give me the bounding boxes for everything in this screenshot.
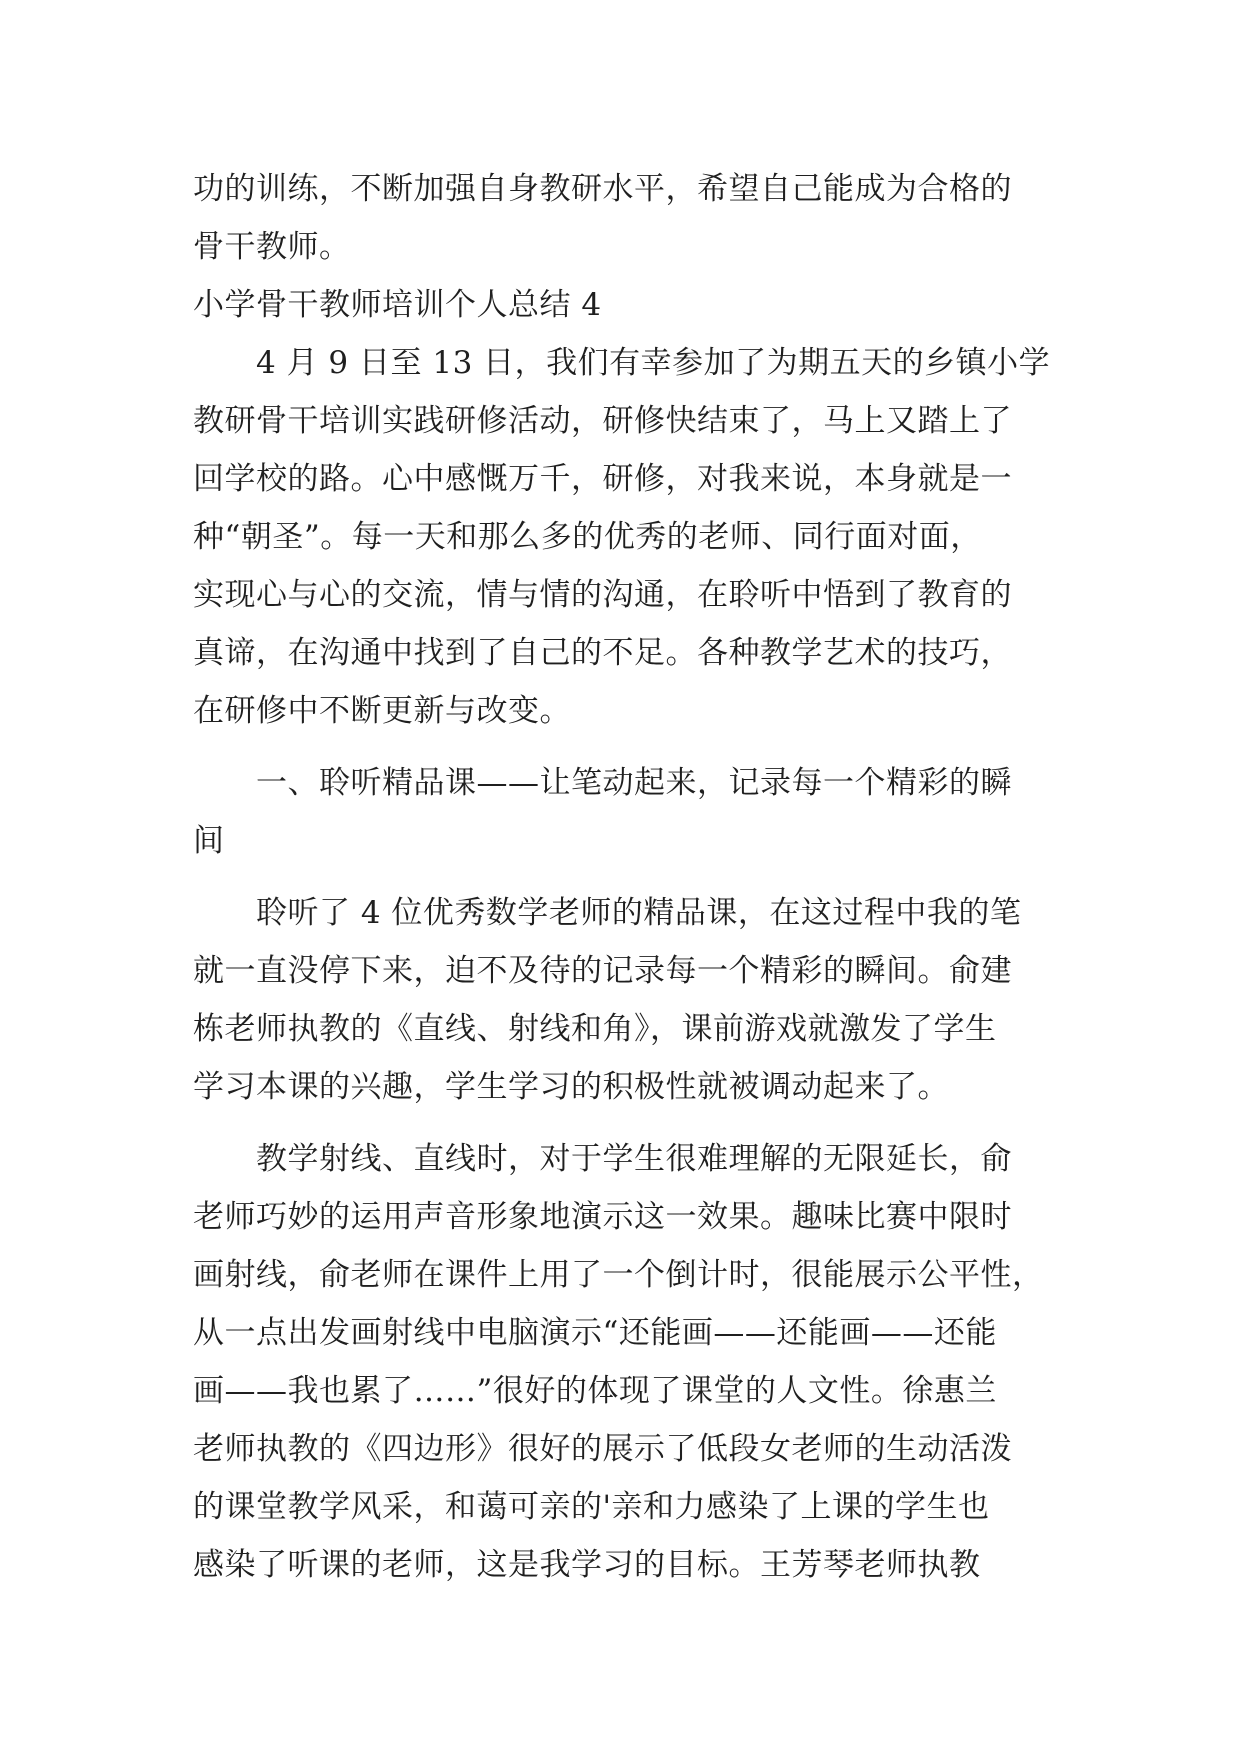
text-line: 真谛，在沟通中找到了自己的不足。各种教学艺术的技巧，	[193, 635, 1012, 671]
paragraph-gap	[193, 740, 1053, 754]
text-line: 感染了听课的老师，这是我学习的目标。王芳琴老师执教	[193, 1547, 981, 1583]
text-line: 回学校的路。心中感慨万千，研修，对我来说，本身就是一	[193, 461, 1012, 497]
text-line: 4 月 9 日至 13 日，我们有幸参加了为期五天的乡镇小学	[193, 345, 1051, 381]
text-line: 种“朝圣”。每一天和那么多的优秀的老师、同行面对面，	[193, 519, 982, 555]
text-line: 老师巧妙的运用声音形象地演示这一效果。趣味比赛中限时	[193, 1199, 1012, 1235]
text-line: 就一直没停下来，迫不及待的记录每一个精彩的瞬间。俞建	[193, 953, 1012, 989]
text-line: 学习本课的兴趣，学生学习的积极性就被调动起来了。	[193, 1069, 949, 1105]
text-line: 间	[193, 823, 225, 859]
text-line: 画——我也累了……”很好的体现了课堂的人文性。徐惠兰	[193, 1373, 997, 1409]
text-line: 教研骨干培训实践研修活动，研修快结束了，马上又踏上了	[193, 403, 1012, 439]
text-line: 画射线，俞老师在课件上用了一个倒计时，很能展示公平性，	[193, 1257, 1044, 1293]
paragraph-gap	[193, 1116, 1053, 1130]
text-line: 在研修中不断更新与改变。	[193, 693, 571, 729]
text-line: 从一点出发画射线中电脑演示“还能画——还能画——还能	[193, 1315, 997, 1351]
text-line: 功的训练，不断加强自身教研水平，希望自己能成为合格的	[193, 171, 1012, 207]
document-body	[193, 160, 1053, 1594]
text-line: 一、聆听精品课——让笔动起来，记录每一个精彩的瞬	[193, 765, 1012, 801]
section-heading: 小学骨干教师培训个人总结 4	[193, 287, 602, 323]
text-line: 实现心与心的交流，情与情的沟通，在聆听中悟到了教育的	[193, 577, 1012, 613]
text-line: 聆听了 4 位优秀数学老师的精品课，在这过程中我的笔	[193, 895, 1022, 931]
text-line: 老师执教的《四边形》很好的展示了低段女老师的生动活泼	[193, 1431, 1012, 1467]
paragraph-gap	[193, 870, 1053, 884]
text-line: 骨干教师。	[193, 229, 351, 265]
text-line: 的课堂教学风采，和蔼可亲的'亲和力感染了上课的学生也	[193, 1489, 990, 1525]
text-line: 栋老师执教的《直线、射线和角》，课前游戏就激发了学生	[193, 1011, 997, 1047]
text-line: 教学射线、直线时，对于学生很难理解的无限延长，俞	[193, 1141, 1012, 1177]
